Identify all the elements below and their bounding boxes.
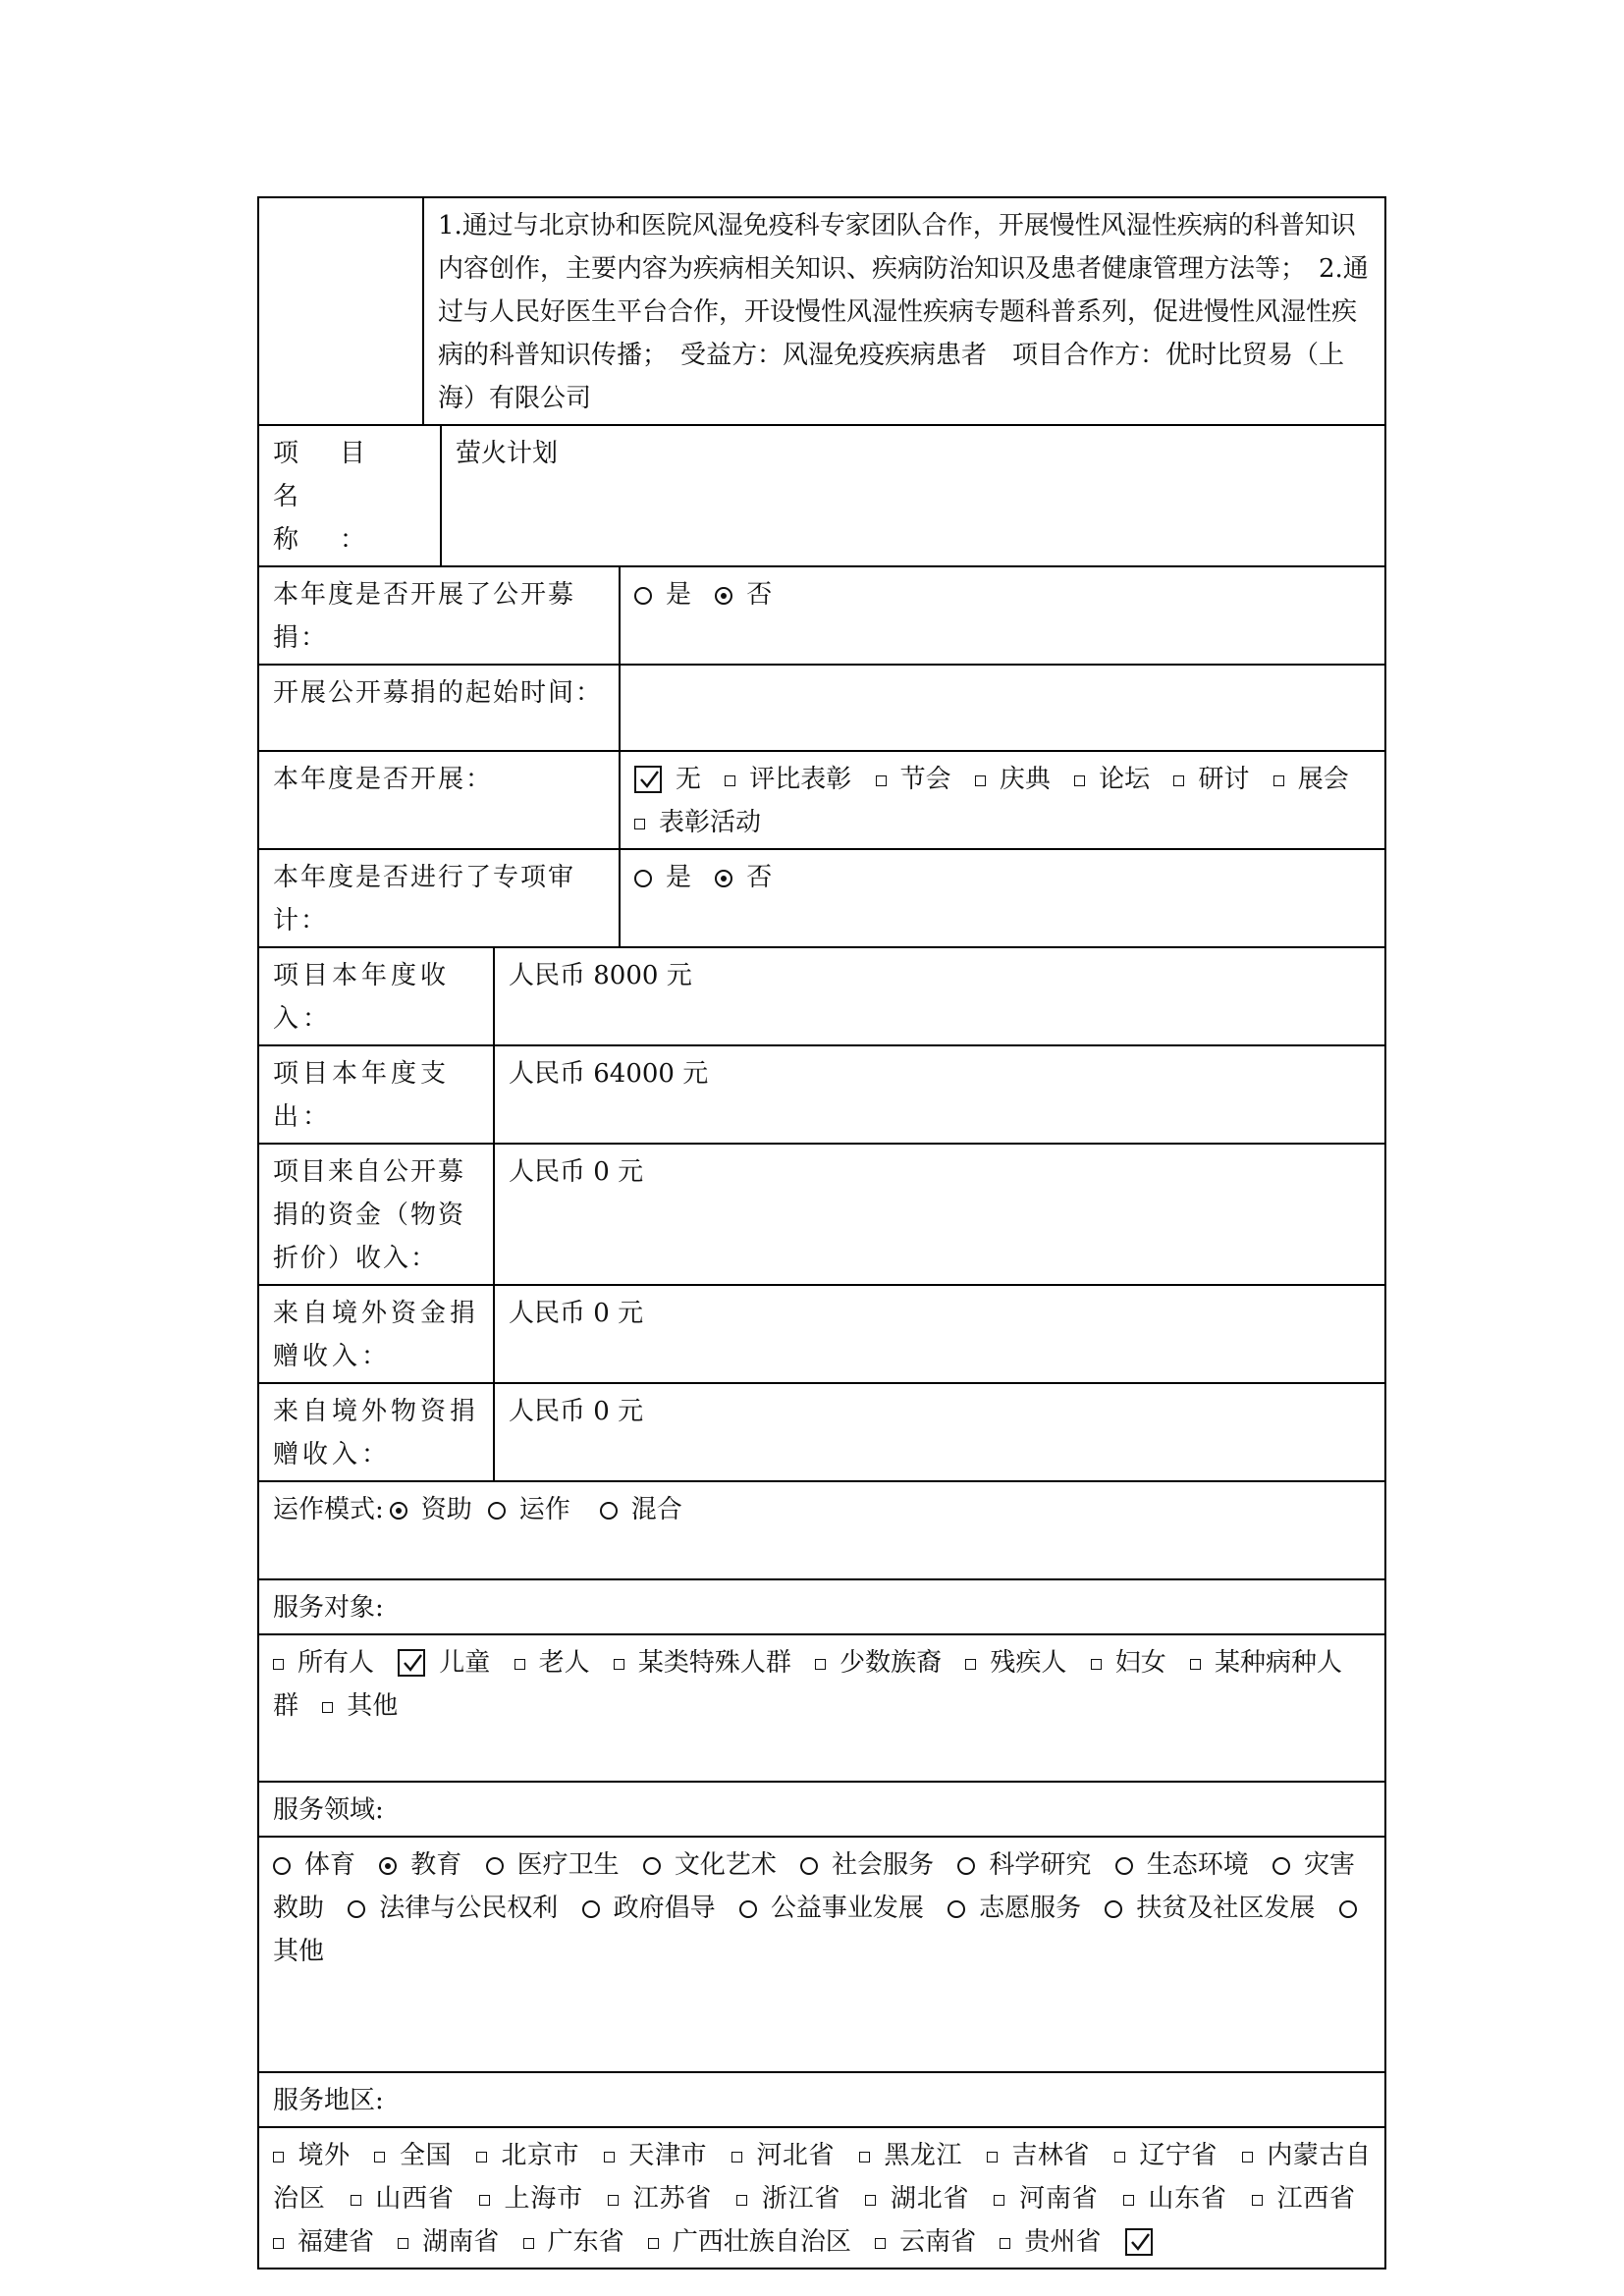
service-field-option[interactable] <box>273 1850 355 1880</box>
service-field-option-label: 志愿服务 <box>979 1894 1082 1923</box>
checkbox-icon[interactable] <box>815 1659 826 1670</box>
service-target-option-label: 妇女 <box>1114 1648 1166 1678</box>
income-label: 项目本年度收入： <box>258 947 494 1045</box>
checkbox-icon[interactable] <box>965 1659 976 1670</box>
activities-option[interactable] <box>634 765 701 794</box>
checkbox-icon[interactable] <box>865 2195 876 2206</box>
activities-label: 本年度是否开展： <box>258 751 620 849</box>
service-targets-label: 服务对象: <box>258 1579 1385 1634</box>
service-target-option[interactable] <box>273 1648 374 1678</box>
checkbox-icon[interactable] <box>725 775 735 786</box>
checkbox-icon[interactable] <box>876 775 887 786</box>
activities-option[interactable] <box>1173 765 1249 794</box>
service-field-option[interactable] <box>947 1894 1081 1923</box>
service-field-option-label: 教育 <box>410 1850 462 1880</box>
checkbox-icon[interactable] <box>1074 775 1085 786</box>
service-target-option[interactable] <box>614 1648 791 1678</box>
service-region-option[interactable] <box>273 2227 374 2257</box>
radio-icon[interactable] <box>1105 1900 1122 1918</box>
checkbox-icon[interactable] <box>975 775 986 786</box>
service-region-option-label: 黑龙江 <box>883 2141 962 2170</box>
intro-text: 1.通过与北京协和医院风湿免疫科专家团队合作，开展慢性风湿性疾病的科普知识内容创作，主要内容为疾病相关知识、疾病防治知识及患者健康管理方法等； 2.通过与人民好医生平台合作，开设慢性风湿性疾病专题科普系列，促进慢性风湿性疾病的科普知识传播； 受益方：风湿免疫疾病患者 项目合作方：优时比贸易（上海）有限公司 <box>423 197 1385 425</box>
activities-row <box>258 751 1385 849</box>
checkbox-icon[interactable] <box>731 2152 742 2163</box>
service-fields-options <box>258 1837 1385 2072</box>
service-region-option-label: 福建省 <box>298 2227 375 2257</box>
service-region-option-label: 广东省 <box>547 2227 624 2257</box>
service-region-option[interactable] <box>875 2227 976 2257</box>
activities-option-label: 无 <box>676 765 702 794</box>
service-field-option-label: 扶贫及社区发展 <box>1136 1894 1316 1923</box>
checkbox-icon[interactable] <box>523 2238 534 2249</box>
special-audit-option[interactable] <box>715 863 772 892</box>
special-audit-option-label: 否 <box>746 863 773 892</box>
service-region-option-label: 上海市 <box>503 2184 583 2214</box>
operation-mode-label: 运作模式: <box>273 1495 384 1524</box>
checkbox-icon[interactable] <box>1114 2152 1125 2163</box>
operation-mode-option[interactable] <box>600 1495 682 1524</box>
fundraising-start-row <box>258 665 1385 751</box>
expense-row <box>258 1045 1385 1144</box>
service-region-option[interactable] <box>398 2227 499 2257</box>
service-field-option-label: 公益事业发展 <box>770 1894 924 1923</box>
service-region-option-label: 湖南省 <box>422 2227 500 2257</box>
service-field-option[interactable] <box>486 1850 620 1880</box>
special-audit-option-label: 是 <box>666 863 692 892</box>
public-fundraising-option-label: 否 <box>746 580 773 610</box>
foreign-goods-value: 人民币 0 元 <box>494 1383 1385 1481</box>
service-region-option-label: 吉林省 <box>1010 2141 1090 2170</box>
special-audit-option[interactable] <box>634 863 691 892</box>
radio-icon[interactable] <box>715 870 732 887</box>
service-region-option-label: 江苏省 <box>631 2184 713 2214</box>
service-targets-row <box>258 1634 1385 1782</box>
checkbox-icon[interactable] <box>398 2238 408 2249</box>
service-field-option-label: 法律与公民权利 <box>379 1894 559 1923</box>
fundraising-start-value <box>620 665 1385 751</box>
checkbox-icon[interactable] <box>374 2152 385 2163</box>
service-target-option-label: 某类特殊人群 <box>637 1648 791 1678</box>
foreign-fund-label: 来自境外资金捐赠收入： <box>258 1285 494 1383</box>
expense-value: 人民币 64000 元 <box>494 1045 1385 1144</box>
service-region-option[interactable] <box>604 2141 707 2170</box>
service-region-option-label: 浙江省 <box>761 2184 841 2214</box>
service-field-option[interactable] <box>1115 1850 1249 1880</box>
foreign-goods-row <box>258 1383 1385 1481</box>
project-name-value: 萤火计划 <box>441 425 1385 566</box>
service-target-option[interactable] <box>965 1648 1066 1678</box>
service-region-option-label: 河北省 <box>755 2141 836 2170</box>
activities-option[interactable] <box>634 808 761 837</box>
special-audit-row <box>258 849 1385 947</box>
service-region-option-label: 云南省 <box>899 2227 977 2257</box>
service-region-option[interactable] <box>608 2184 712 2214</box>
intro-row <box>258 197 1385 425</box>
checkbox-icon[interactable] <box>859 2152 870 2163</box>
checkbox-icon[interactable] <box>736 2195 747 2206</box>
service-region-option[interactable] <box>523 2227 624 2257</box>
service-region-option[interactable] <box>273 2141 351 2170</box>
checkbox-icon[interactable] <box>479 2195 490 2206</box>
checkbox-icon[interactable] <box>351 2195 361 2206</box>
activities-option-label: 评比表彰 <box>749 765 852 794</box>
activities-option[interactable] <box>725 765 851 794</box>
service-region-option-label: 北京市 <box>500 2141 580 2170</box>
radio-icon[interactable] <box>273 1857 291 1875</box>
checkbox-icon[interactable] <box>994 2195 1004 2206</box>
radio-icon[interactable] <box>390 1502 407 1520</box>
service-region-option-label: 山西省 <box>374 2184 455 2214</box>
checkbox-icon[interactable] <box>1091 1659 1102 1670</box>
activities-option[interactable] <box>975 765 1051 794</box>
special-audit-options <box>620 849 1385 947</box>
service-target-option-label: 其他 <box>347 1691 399 1721</box>
checkbox-icon[interactable] <box>648 2238 659 2249</box>
service-region-option[interactable] <box>1252 2184 1355 2214</box>
service-region-option[interactable] <box>859 2141 962 2170</box>
service-region-option-label: 山东省 <box>1147 2184 1227 2214</box>
public-income-value: 人民币 0 元 <box>494 1144 1385 1285</box>
activities-option-label: 展会 <box>1297 765 1349 794</box>
radio-icon[interactable] <box>1272 1857 1290 1875</box>
service-field-option[interactable] <box>582 1894 716 1923</box>
service-target-option-label: 老人 <box>538 1648 590 1678</box>
service-field-option[interactable] <box>739 1894 924 1923</box>
checkbox-icon[interactable] <box>1252 2195 1263 2206</box>
service-field-option-label: 科学研究 <box>989 1850 1092 1880</box>
public-income-row <box>258 1144 1385 1285</box>
fundraising-start-label: 开展公开募捐的起始时间： <box>258 665 620 751</box>
service-field-option-label: 体育 <box>304 1850 356 1880</box>
service-region-option-label: 广西壮族自治区 <box>672 2227 851 2257</box>
service-region-option-label: 内蒙古自治区 <box>273 2141 1371 2214</box>
service-targets-header-row <box>258 1579 1385 1634</box>
service-field-option[interactable] <box>1105 1894 1315 1923</box>
service-target-option[interactable] <box>815 1648 942 1678</box>
operation-mode-option[interactable] <box>390 1495 472 1524</box>
service-region-option-label: 境外 <box>298 2141 351 2170</box>
service-regions-row <box>258 2127 1385 2269</box>
checkbox-icon[interactable] <box>1173 775 1184 786</box>
service-fields-label: 服务领域: <box>258 1782 1385 1837</box>
income-value: 人民币 8000 元 <box>494 947 1385 1045</box>
radio-icon[interactable] <box>643 1857 661 1875</box>
checkbox-icon[interactable] <box>875 2238 886 2249</box>
service-region-option[interactable] <box>648 2227 851 2257</box>
public-income-label: 项目来自公开募捐的资金（物资折价）收入： <box>258 1144 494 1285</box>
service-target-option[interactable] <box>514 1648 590 1678</box>
service-field-option-label: 生态环境 <box>1146 1850 1249 1880</box>
radio-icon[interactable] <box>348 1900 365 1918</box>
checked-box-icon[interactable] <box>634 766 662 793</box>
radio-icon[interactable] <box>582 1900 600 1918</box>
activities-option-label: 庆典 <box>999 765 1051 794</box>
operation-mode-cell <box>258 1481 1385 1579</box>
radio-icon[interactable] <box>600 1502 618 1520</box>
service-field-option[interactable] <box>800 1850 934 1880</box>
service-region-option[interactable] <box>1000 2227 1101 2257</box>
service-fields-row <box>258 1837 1385 2072</box>
project-form <box>257 196 1384 2269</box>
service-region-option[interactable] <box>476 2141 579 2170</box>
checkbox-icon[interactable] <box>1123 2195 1134 2206</box>
service-target-option-label: 残疾人 <box>990 1648 1067 1678</box>
radio-icon[interactable] <box>1115 1857 1133 1875</box>
service-target-option-label: 儿童 <box>439 1648 491 1678</box>
income-row <box>258 947 1385 1045</box>
service-region-option[interactable] <box>994 2184 1098 2214</box>
expense-label: 项目本年度支出： <box>258 1045 494 1144</box>
service-field-option-label: 其他 <box>273 1937 325 1966</box>
service-fields-header-row <box>258 1782 1385 1837</box>
service-target-option-label: 少数族裔 <box>839 1648 943 1678</box>
checkbox-icon[interactable] <box>273 2152 284 2163</box>
project-name-row <box>258 425 1385 566</box>
service-region-option-label: 天津市 <box>627 2141 708 2170</box>
service-region-option[interactable] <box>1123 2184 1227 2214</box>
radio-icon[interactable] <box>800 1857 818 1875</box>
service-field-option[interactable] <box>379 1850 461 1880</box>
public-fundraising-options <box>620 566 1385 665</box>
operation-mode-option[interactable] <box>488 1495 570 1524</box>
activities-option-label: 研讨 <box>1198 765 1250 794</box>
service-region-option[interactable] <box>351 2184 455 2214</box>
radio-icon[interactable] <box>715 587 732 605</box>
service-regions-header-row <box>258 2072 1385 2127</box>
public-fundraising-label: 本年度是否开展了公开募捐： <box>258 566 620 665</box>
radio-icon[interactable] <box>739 1900 757 1918</box>
service-regions-options <box>258 2127 1385 2269</box>
service-field-option[interactable] <box>348 1894 558 1923</box>
service-targets-options <box>258 1634 1385 1782</box>
foreign-fund-row <box>258 1285 1385 1383</box>
operation-mode-row <box>258 1481 1385 1579</box>
special-audit-label: 本年度是否进行了专项审计： <box>258 849 620 947</box>
radio-icon[interactable] <box>947 1900 965 1918</box>
activities-option[interactable] <box>876 765 951 794</box>
checkbox-icon[interactable] <box>1190 1659 1201 1670</box>
activities-option[interactable] <box>1273 765 1349 794</box>
public-fundraising-option-label: 是 <box>666 580 692 610</box>
service-target-option[interactable] <box>1091 1648 1166 1678</box>
checkbox-icon[interactable] <box>1242 2152 1253 2163</box>
activities-option-label: 节会 <box>899 765 951 794</box>
activities-options <box>620 751 1385 849</box>
project-table <box>257 196 1386 2269</box>
checkbox-icon[interactable] <box>1000 2238 1010 2249</box>
radio-icon[interactable] <box>1339 1900 1357 1918</box>
checkbox-icon[interactable] <box>604 2152 615 2163</box>
radio-icon[interactable] <box>379 1857 397 1875</box>
service-target-option[interactable] <box>322 1691 398 1721</box>
intro-blank-cell <box>258 197 423 425</box>
service-region-option-label: 湖北省 <box>890 2184 970 2214</box>
service-region-option-label: 江西省 <box>1275 2184 1356 2214</box>
foreign-goods-label: 来自境外物资捐赠收入： <box>258 1383 494 1481</box>
service-target-option-label: 某种病种人群 <box>273 1648 1342 1721</box>
radio-icon[interactable] <box>486 1857 504 1875</box>
radio-icon[interactable] <box>488 1502 506 1520</box>
service-field-option-label: 政府倡导 <box>613 1894 716 1923</box>
service-region-option[interactable] <box>1114 2141 1218 2170</box>
service-field-option[interactable] <box>643 1850 777 1880</box>
service-region-option[interactable] <box>731 2141 835 2170</box>
service-region-option-label: 辽宁省 <box>1138 2141 1218 2170</box>
radio-icon[interactable] <box>957 1857 975 1875</box>
checkbox-icon[interactable] <box>1273 775 1284 786</box>
service-region-option-label: 河南省 <box>1018 2184 1099 2214</box>
service-field-option-label: 灾害救助 <box>273 1850 1355 1923</box>
activities-option-label: 论坛 <box>1099 765 1151 794</box>
checkbox-icon[interactable] <box>614 1659 624 1670</box>
service-region-option-label: 全国 <box>399 2141 453 2170</box>
service-field-option-label: 文化艺术 <box>674 1850 777 1880</box>
service-region-option[interactable] <box>374 2141 452 2170</box>
activities-option[interactable] <box>1074 765 1150 794</box>
service-field-option-label: 医疗卫生 <box>516 1850 620 1880</box>
checkbox-icon[interactable] <box>514 1659 525 1670</box>
service-target-option[interactable] <box>398 1648 490 1678</box>
checkbox-icon[interactable] <box>273 2238 284 2249</box>
service-target-option-label: 所有人 <box>298 1648 375 1678</box>
checkbox-icon[interactable] <box>987 2152 998 2163</box>
project-name-label: 项 目 名 称 ： <box>258 425 441 566</box>
service-region-option-label: 贵州省 <box>1024 2227 1102 2257</box>
checked-box-icon[interactable] <box>1125 2228 1153 2256</box>
activities-option-label: 表彰活动 <box>659 808 762 837</box>
service-regions-label: 服务地区: <box>258 2072 1385 2127</box>
checkbox-icon[interactable] <box>634 819 645 829</box>
service-region-option[interactable] <box>479 2184 583 2214</box>
checked-box-icon[interactable] <box>398 1649 425 1677</box>
foreign-fund-value: 人民币 0 元 <box>494 1285 1385 1383</box>
service-field-option-label: 社会服务 <box>832 1850 935 1880</box>
checkbox-icon[interactable] <box>322 1702 333 1713</box>
service-region-option[interactable] <box>865 2184 969 2214</box>
operation-mode-option-label: 运作 <box>518 1495 570 1524</box>
operation-mode-option-label: 资助 <box>420 1495 472 1524</box>
service-region-option[interactable] <box>987 2141 1090 2170</box>
checkbox-icon[interactable] <box>476 2152 487 2163</box>
checkbox-icon[interactable] <box>273 1659 284 1670</box>
service-field-option[interactable] <box>957 1850 1091 1880</box>
public-fundraising-option[interactable] <box>634 580 691 610</box>
service-region-option[interactable] <box>736 2184 840 2214</box>
radio-icon[interactable] <box>634 870 652 887</box>
operation-mode-option-label: 混合 <box>630 1495 682 1524</box>
checkbox-icon[interactable] <box>608 2195 619 2206</box>
radio-icon[interactable] <box>634 587 652 605</box>
public-fundraising-row <box>258 566 1385 665</box>
public-fundraising-option[interactable] <box>715 580 772 610</box>
